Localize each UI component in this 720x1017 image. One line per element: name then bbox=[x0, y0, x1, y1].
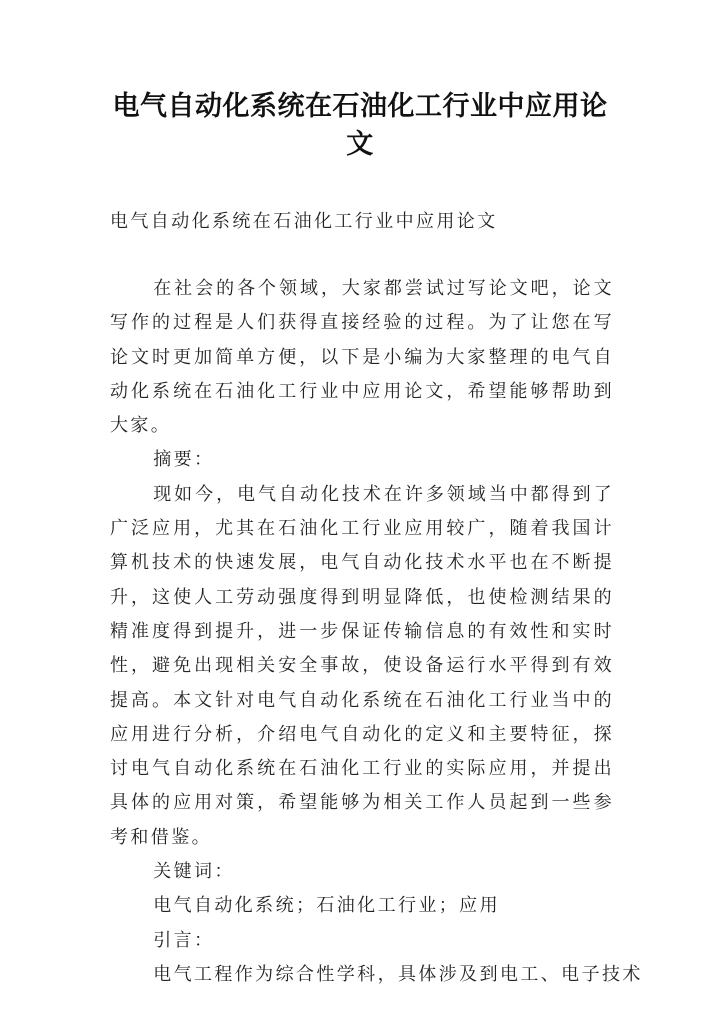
document-subtitle: 电气自动化系统在石油化工行业中应用论文 bbox=[110, 211, 498, 232]
document-title: 电气自动化系统在石油化工行业中应用论文 bbox=[112, 91, 608, 160]
abstract-label: 摘要： bbox=[153, 449, 215, 471]
introduction-paragraph: 电气工程作为综合性学科，具体涉及到电工、电子技术 bbox=[153, 963, 643, 985]
keywords-label: 关键词： bbox=[153, 861, 235, 883]
document-body bbox=[110, 272, 643, 992]
abstract-paragraph: 现如今，电气自动化技术在许多领域当中都得到了广泛应用，尤其在石油化工行业应用较广，随着我国计算机技术的快速发展，电气自动化技术水平也在不断提升，这使人工劳动强度得到明显降低，也使检测结果的精准度得到提升，进一步保证传输信息的有效性和实时性，避免出现相关安全事故，使设备运行水平得到有效提高。本文针对电气自动化系统在石油化工行业当中的应用进行分析，介绍电气自动化的定义和主要特征，探讨电气自动化系统在石油化工行业的实际应用，并提出具体的应用对策，希望能够为相关工作人员起到一些参考和借鉴。 bbox=[110, 483, 614, 848]
keywords-paragraph: 电气自动化系统；石油化工行业；应用 bbox=[153, 895, 500, 917]
introduction-label: 引言： bbox=[153, 929, 215, 951]
intro-paragraph: 在社会的各个领域，大家都尝试过写论文吧，论文写作的过程是人们获得直接经验的过程。为了让您在写论文时更加简单方便，以下是小编为大家整理的电气自动化系统在石油化工行业中应用论文，希望能够帮助到大家。 bbox=[110, 278, 614, 437]
